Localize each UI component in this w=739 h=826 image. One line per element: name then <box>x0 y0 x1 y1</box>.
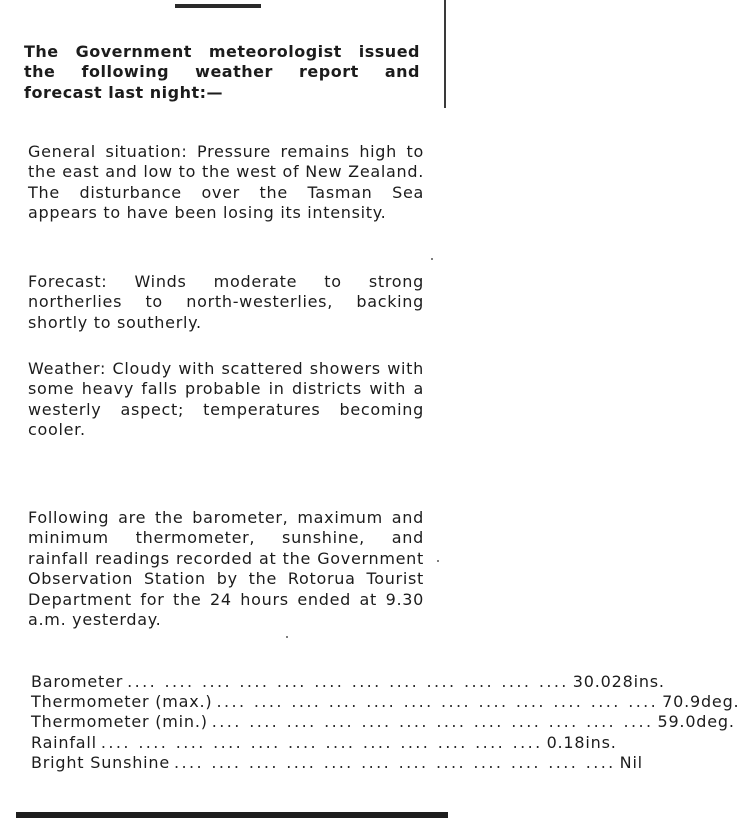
forecast-paragraph: Forecast: Winds moderate to strong northerlies to north-westerlies, backing shortly to southerly. <box>28 272 424 332</box>
reading-value: 0.18ins. <box>546 732 617 752</box>
reading-label: Rainfall <box>31 732 97 752</box>
reading-row-thermometer-min <box>31 712 735 732</box>
bottom-rule <box>16 812 448 818</box>
readings-intro-paragraph: Following are the barometer, maximum and minimum thermometer, sunshine, and rainfall readings recorded at the Government Observation Station by the Rotorua Tourist Department for the 24 hours ended at 9.30 a.m. yesterday. <box>28 508 424 630</box>
reading-label: Barometer <box>31 672 124 691</box>
general-situation-paragraph: General situation: Pressure remains high to the east and low to the west of New Zealand. The disturbance over the Tasman Sea appears to have been losing its intensity. <box>28 142 424 223</box>
print-speck <box>286 636 288 638</box>
reading-value: 70.9deg. <box>662 692 739 712</box>
intro-paragraph: The Government meteorologist issued the following weather report and forecast last night:— <box>24 42 420 102</box>
reading-row-barometer <box>31 672 665 692</box>
dot-leader: .... .... .... .... .... .... .... .... .... .... .... .... <box>211 712 654 732</box>
reading-row-bright-sunshine <box>31 752 643 773</box>
reading-row-thermometer-max <box>31 692 739 712</box>
readings-table <box>31 672 739 773</box>
print-speck <box>437 560 439 562</box>
dot-leader: .... .... .... .... .... .... .... .... .... .... .... .... <box>100 732 543 752</box>
dot-leader: .... .... .... .... .... .... .... .... .... .... .... .... <box>127 672 569 691</box>
weather-paragraph: Weather: Cloudy with scattered showers with some heavy falls probable in districts with a westerly aspect; temperatures becoming cooler. <box>28 359 424 440</box>
top-rule <box>175 4 261 8</box>
dot-leader: .... .... .... .... .... .... .... .... .... .... .... .... <box>216 692 659 712</box>
column-rule <box>444 0 446 108</box>
reading-label: Thermometer (max.) <box>31 692 213 712</box>
print-speck <box>431 258 433 260</box>
reading-value: Nil <box>619 752 643 772</box>
reading-row-rainfall <box>31 732 617 753</box>
dot-leader: .... .... .... .... .... .... .... .... .... .... .... .... <box>174 752 616 772</box>
reading-label: Thermometer (min.) <box>31 712 208 732</box>
reading-label: Bright Sunshine <box>31 752 170 772</box>
reading-value: 59.0deg. <box>657 712 735 732</box>
reading-value: 30.028ins. <box>572 672 665 691</box>
